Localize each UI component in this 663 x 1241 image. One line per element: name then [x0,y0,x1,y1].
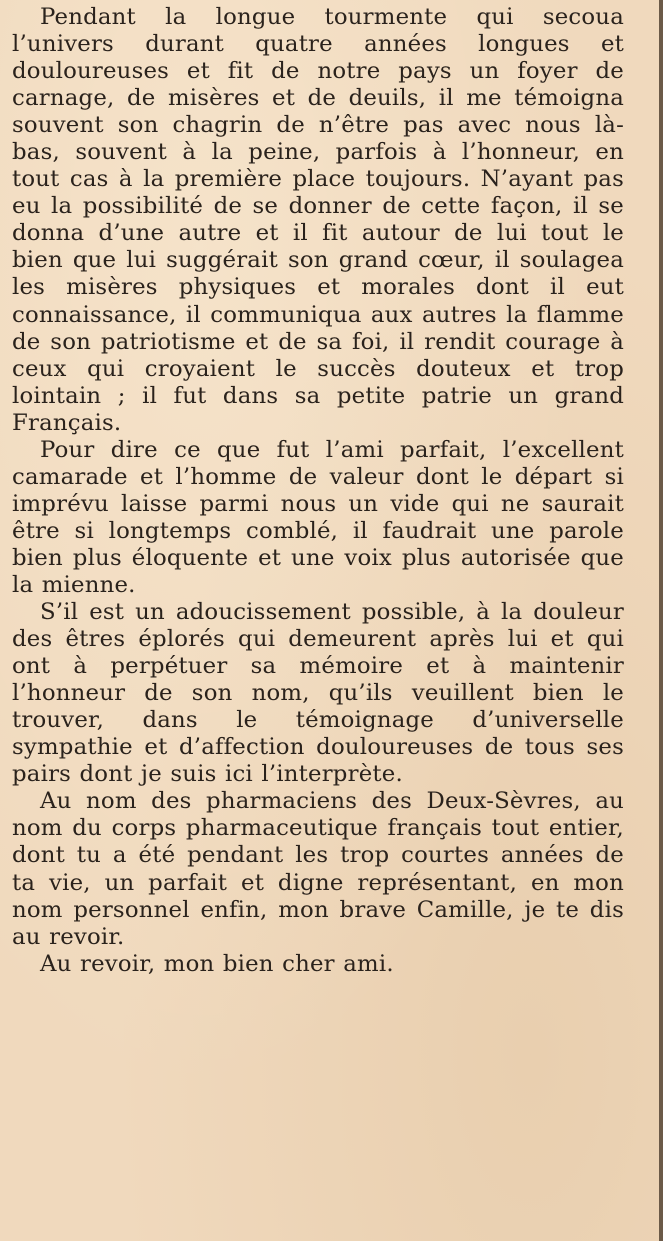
paragraph-farewell-pharmacists: Au nom des pharmaciens des Deux-Sèvres, au nom du corps pharmaceutique français tout entier, dont tu a été pendant les trop courtes années de ta vie, un parfait et digne représentant, en mon nom personnel enfin, mon brave Camille, je te dis au revoir. [12,788,624,950]
paragraph-consolation: S’il est un adoucissement possible, à la douleur des êtres éplorés qui demeurent après lui et qui ont à perpétuer sa mémoire et à maintenir l’honneur de son nom, qu’ils veuillent bien le trouver, dans le témoignage d’universelle sympathie et d’affection douloureuses de tous ses pairs dont je suis ici l’interprète. [12,599,624,788]
paragraph-final-goodbye: Au revoir, mon bien cher ami. [40,950,394,977]
paragraph-war-years: Pendant la longue tourmente qui secoua l’univers durant quatre années longues et douloureuses et fit de notre pays un foyer de carnage, de misères et de deuils, il me témoigna souvent son chagrin de n’être pas avec nous là-bas, souvent à la peine, parfois à l’honneur, en tout cas à la première place toujours. N’ayant pas eu la possibilité de se donner de cette façon, il se donna d’une autre et il fit autour de lui tout le bien que lui suggérait son grand cœur, il soulagea les misères physiques et morales dont il eut connaissance, il communiqua aux autres la flamme de son patriotisme et de sa foi, il rendit courage à ceux qui croyaient le succès douteux et trop lointain ; il fut dans sa petite patrie un grand Français. [12,4,624,436]
paragraph-perfect-friend: Pour dire ce que fut l’ami parfait, l’excellent camarade et l’homme de valeur dont le départ si imprévu laisse parmi nous un vide qui ne saurait être si longtemps comblé, il faudrait une parole bien plus éloquente et une voix plus autorisée que la mienne. [12,436,624,598]
column-rule [659,0,663,1241]
article-column [12,4,624,978]
